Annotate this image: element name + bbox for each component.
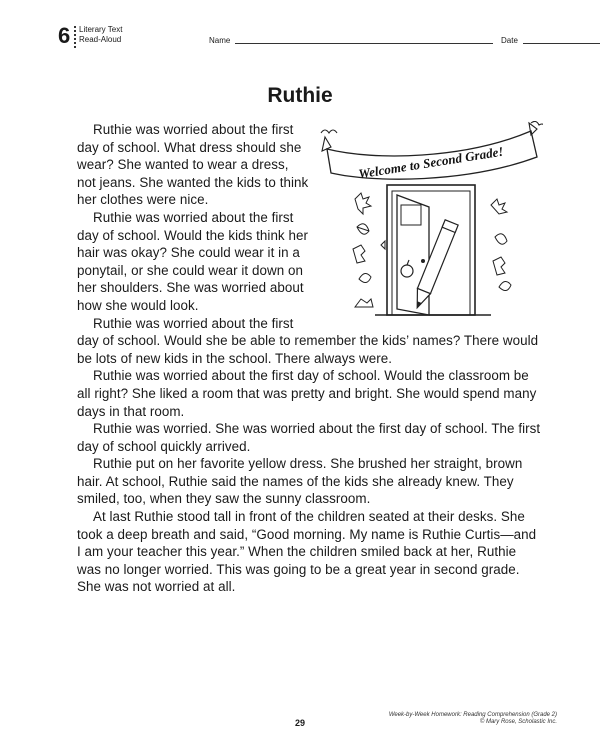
page-number: 29	[294, 718, 305, 728]
week-number: 6	[58, 23, 71, 48]
banner-text: Welcome to Second Grade!	[357, 143, 505, 182]
date-field-line	[523, 43, 600, 44]
paragraph-7: At last Ruthie stood tall in front of the children seated at their desks. She took a deep breath and said, “Good morning. My name is Ruthie Curtis—and I am your teacher this year.” When the children smiled back at her, Ruthie was no longer worried. This was going to be a great year in second grade. She was not worried at all.	[77, 509, 537, 595]
worksheet-header	[58, 23, 558, 49]
section-line-2: Read-Aloud	[79, 35, 122, 44]
credit-line-2: © Mary Rose, Scholastic Inc.	[479, 719, 557, 725]
paragraph-1: Ruthie was worried about the first day of school. What dress should she wear? She wanted to wear a dress, not jeans. She wanted the kids to think her clothes were nice.	[77, 122, 309, 208]
date-label: Date	[501, 36, 518, 45]
section-label	[79, 25, 122, 45]
paragraph-5: Ruthie was worried. She was worried about the first day of school. The first day of school quickly arrived.	[77, 421, 541, 454]
footer-credit	[389, 712, 557, 726]
story-text	[77, 121, 543, 596]
name-label: Name	[209, 36, 231, 45]
header-divider	[74, 26, 76, 48]
section-line-1: Literary Text	[79, 25, 123, 34]
name-field-line	[235, 43, 493, 44]
paragraph-4: Ruthie was worried about the first day of school. Would the classroom be all right? She liked a room that was pretty and bright. She would spend many days in that room.	[77, 368, 537, 419]
welcome-banner	[321, 121, 543, 181]
paragraph-6: Ruthie put on her favorite yellow dress. She brushed her straight, brown hair. At school, Ruthie said the names of the kids she already knew. They smiled, too, when they saw the sunny classroom.	[77, 456, 523, 507]
credit-line-1: Week-by-Week Homework: Reading Comprehension (Grade 2)	[388, 712, 557, 718]
story-title: Ruthie	[267, 84, 333, 107]
paragraph-2: Ruthie was worried about the first day of school. Would the kids think her hair was okay? She could wear it in a ponytail, or she could wear it down on her shoulders. She was worried about how she would look.	[77, 209, 308, 313]
paragraph-3: Ruthie was worried about the first day of school. Would she be able to remember the kids’ names? There would be lots of new kids in the school. There always were.	[77, 315, 539, 366]
classroom-door-illustration	[315, 121, 543, 328]
